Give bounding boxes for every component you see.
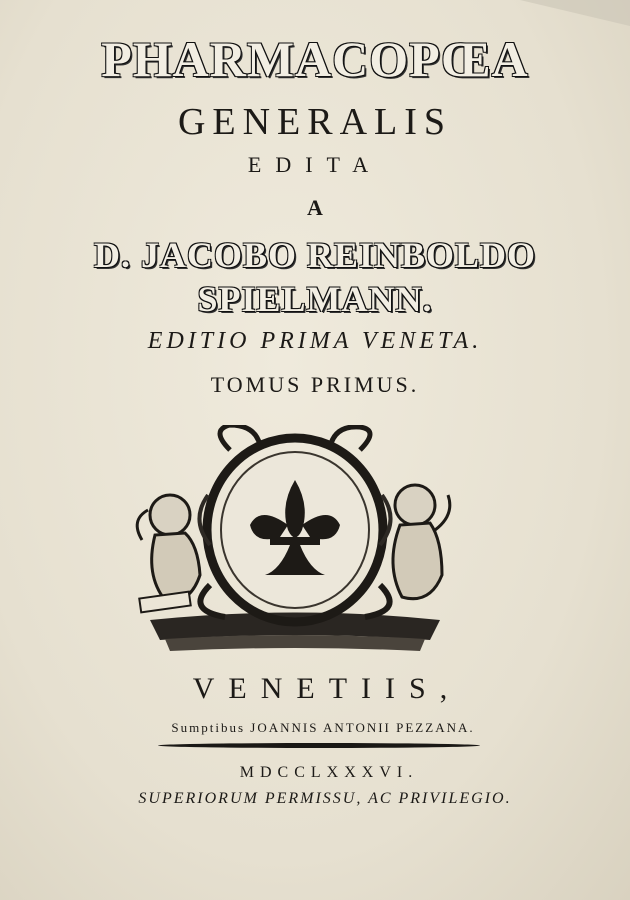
book-subtitle: GENERALIS bbox=[177, 101, 453, 143]
author-line-2: SPIELMANN. bbox=[197, 279, 433, 319]
edition-line: EDITIO PRIMA VENETA. bbox=[147, 328, 483, 354]
volume-line: TOMUS PRIMUS. bbox=[210, 372, 420, 397]
year-line: MDCCLXXXVI. bbox=[239, 764, 419, 781]
fleur-de-lis-cartouche-icon bbox=[130, 425, 460, 660]
privilege-line: SUPERIORUM PERMISSU, AC PRIVILEGIO. bbox=[138, 790, 512, 807]
book-title: PHARMACOPŒA bbox=[101, 31, 529, 87]
divider-rule bbox=[158, 743, 480, 748]
place-line: VENETIIS, bbox=[192, 672, 462, 705]
a-line: A bbox=[307, 195, 323, 220]
edita-line: EDITA bbox=[247, 152, 383, 177]
publisher-line: Sumptibus JOANNIS ANTONII PEZZANA. bbox=[171, 720, 475, 735]
author-line-1: D. JACOBO REINBOLDO bbox=[93, 235, 537, 275]
page-corner bbox=[520, 0, 630, 26]
